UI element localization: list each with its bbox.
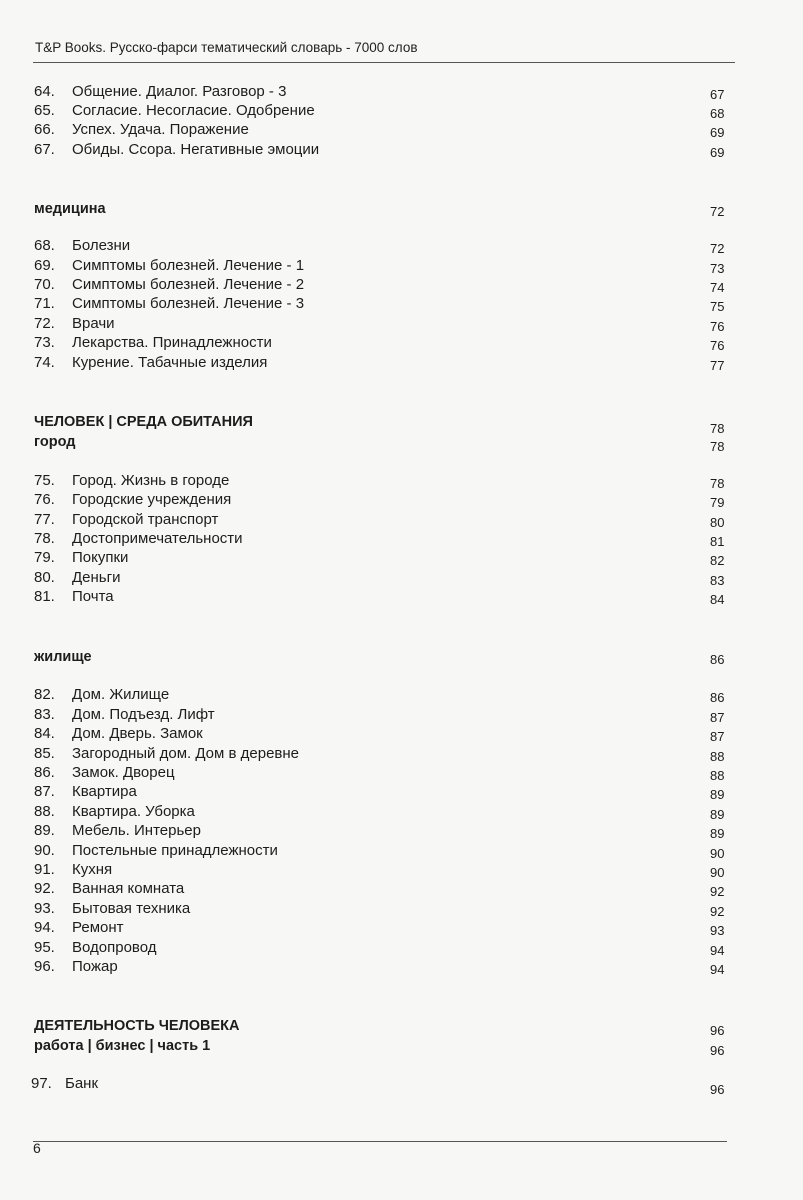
toc-entry[interactable] (0, 763, 803, 783)
toc-entry[interactable] (0, 529, 803, 549)
entry-number: 92. (34, 880, 55, 897)
section-title: город (34, 434, 76, 450)
toc-entry[interactable] (0, 744, 803, 764)
entry-title: Ремонт (72, 919, 124, 936)
toc-section-heading[interactable] (0, 432, 803, 452)
entry-title: Замок. Дворец (72, 764, 175, 781)
toc-section-heading[interactable] (0, 647, 803, 667)
entry-title: Успех. Удача. Поражение (72, 121, 249, 138)
entry-page: 80 (710, 515, 725, 530)
entry-number: 93. (34, 900, 55, 917)
entry-number: 76. (34, 491, 55, 508)
entry-title: Обиды. Ссора. Негативные эмоции (72, 141, 320, 158)
entry-page: 67 (710, 87, 725, 102)
entry-page: 92 (710, 904, 725, 919)
entry-page: 84 (710, 592, 725, 607)
entry-page: 92 (710, 884, 725, 899)
entry-page: 87 (710, 729, 725, 744)
toc-entry[interactable] (0, 101, 803, 121)
entry-title: Мебель. Интерьер (72, 822, 201, 839)
entry-number: 86. (34, 764, 55, 781)
entry-title: Бытовая техника (72, 900, 191, 917)
section-title: работа | бизнес | часть 1 (34, 1038, 211, 1054)
toc-entry[interactable] (0, 510, 803, 530)
toc-entry[interactable] (0, 490, 803, 510)
entry-title: Дом. Жилище (72, 686, 170, 703)
entry-page: 89 (710, 807, 725, 822)
toc-entry[interactable] (0, 353, 803, 373)
entry-title: Банк (65, 1075, 99, 1092)
entry-page: 76 (710, 338, 725, 353)
entry-title: Болезни (72, 237, 131, 254)
entry-number: 82. (34, 686, 55, 703)
entry-number: 64. (34, 83, 55, 100)
entry-page: 83 (710, 573, 725, 588)
toc-entry[interactable] (0, 1074, 803, 1097)
entry-number: 73. (34, 334, 55, 351)
entry-number: 77. (34, 511, 55, 528)
entry-page: 69 (710, 145, 725, 160)
entry-title: Городские учреждения (72, 491, 232, 508)
entry-title: Деньги (72, 569, 121, 586)
entry-title: Симптомы болезней. Лечение - 2 (72, 276, 305, 293)
entry-page: 81 (710, 534, 725, 549)
entry-title: Покупки (72, 549, 129, 566)
entry-title: Город. Жизнь в городе (72, 472, 230, 489)
entry-number: 91. (34, 861, 55, 878)
entry-number: 70. (34, 276, 55, 293)
entry-number: 89. (34, 822, 55, 839)
toc-entry[interactable] (0, 120, 803, 140)
toc-entry[interactable] (0, 275, 803, 295)
section-title: жилище (34, 649, 92, 665)
toc-part-heading[interactable] (0, 1016, 803, 1036)
section-page: 86 (710, 652, 725, 667)
entry-title: Врачи (72, 315, 115, 332)
section-title: медицина (34, 201, 106, 217)
entry-title: Симптомы болезней. Лечение - 1 (72, 257, 305, 274)
entry-number: 78. (34, 530, 55, 547)
entry-page: 94 (710, 962, 725, 977)
entry-title: Общение. Диалог. Разговор - 3 (72, 83, 287, 100)
toc-entry[interactable] (0, 236, 803, 256)
toc-entry[interactable] (0, 918, 803, 938)
footer-rule (33, 1141, 727, 1142)
entry-number: 74. (34, 354, 55, 371)
toc-entry[interactable] (0, 333, 803, 353)
entry-title: Загородный дом. Дом в деревне (72, 745, 300, 762)
toc-entry[interactable] (0, 548, 803, 568)
toc-entry[interactable] (0, 471, 803, 491)
entry-title: Городской транспорт (72, 511, 219, 528)
entry-title: Квартира (72, 783, 137, 800)
entry-number: 80. (34, 569, 55, 586)
entry-title: Дом. Дверь. Замок (72, 725, 203, 742)
entry-page: 88 (710, 749, 725, 764)
entry-number: 85. (34, 745, 55, 762)
toc-entry[interactable] (0, 724, 803, 744)
entry-title: Водопровод (72, 939, 157, 956)
section-page: 96 (710, 1043, 725, 1058)
entry-number: 71. (34, 295, 55, 312)
header-rule (33, 62, 735, 63)
entry-number: 94. (34, 919, 55, 936)
toc-entry[interactable] (0, 860, 803, 880)
entry-page: 86 (710, 690, 725, 705)
entry-page: 93 (710, 923, 725, 938)
entry-page: 87 (710, 710, 725, 725)
entry-title: Квартира. Уборка (72, 803, 195, 820)
entry-number: 81. (34, 588, 55, 605)
toc-entry[interactable] (0, 899, 803, 919)
toc-part-heading[interactable] (0, 412, 803, 436)
entry-page: 75 (710, 299, 725, 314)
entry-number: 67. (34, 141, 55, 158)
toc-entry[interactable] (0, 587, 803, 607)
entry-page: 72 (710, 241, 725, 256)
entry-number: 95. (34, 939, 55, 956)
toc-entry[interactable] (0, 294, 803, 314)
entry-title: Дом. Подъезд. Лифт (72, 706, 215, 723)
running-header: T&P Books. Русско-фарси тематический словарь - 7000 слов (35, 40, 418, 55)
section-page: 72 (710, 204, 725, 219)
entry-number: 66. (34, 121, 55, 138)
entry-title: Достопримечательности (72, 530, 243, 547)
section-page: 78 (710, 439, 725, 454)
entry-page: 76 (710, 319, 725, 334)
toc-entry[interactable] (0, 957, 803, 977)
entry-page: 77 (710, 358, 725, 373)
entry-number: 69. (34, 257, 55, 274)
toc-entry[interactable] (0, 82, 803, 102)
entry-title: Курение. Табачные изделия (72, 354, 268, 371)
toc-entry[interactable] (0, 140, 803, 160)
entry-number: 87. (34, 783, 55, 800)
entry-page: 78 (710, 476, 725, 491)
toc-entry[interactable] (0, 841, 803, 861)
entry-page: 82 (710, 553, 725, 568)
entry-page: 89 (710, 826, 725, 841)
toc-entry[interactable] (0, 782, 803, 802)
entry-number: 90. (34, 842, 55, 859)
entry-number: 68. (34, 237, 55, 254)
entry-number: 72. (34, 315, 55, 332)
entry-number: 79. (34, 549, 55, 566)
toc-entry[interactable] (0, 705, 803, 725)
toc-entry[interactable] (0, 938, 803, 958)
entry-page: 89 (710, 787, 725, 802)
entry-title: Лекарства. Принадлежности (72, 334, 272, 351)
section-title: ЧЕЛОВЕК | СРЕДА ОБИТАНИЯ (34, 414, 253, 430)
entry-number: 96. (34, 958, 55, 975)
page-number: 6 (33, 1140, 41, 1156)
toc-section-heading[interactable] (0, 1036, 803, 1056)
toc-section-heading[interactable] (0, 199, 803, 219)
entry-number: 88. (34, 803, 55, 820)
toc-entry[interactable] (0, 256, 803, 276)
entry-page: 88 (710, 768, 725, 783)
entry-page: 96 (710, 1082, 725, 1097)
entry-title: Пожар (72, 958, 118, 975)
entry-page: 73 (710, 261, 725, 276)
toc-entry[interactable] (0, 879, 803, 899)
entry-title: Ванная комната (72, 880, 185, 897)
toc-entry[interactable] (0, 685, 803, 705)
entry-page: 94 (710, 943, 725, 958)
entry-number: 83. (34, 706, 55, 723)
entry-title: Согласие. Несогласие. Одобрение (72, 102, 315, 119)
entry-number: 84. (34, 725, 55, 742)
entry-title: Постельные принадлежности (72, 842, 278, 859)
entry-title: Кухня (72, 861, 113, 878)
toc-entry[interactable] (0, 802, 803, 822)
entry-page: 69 (710, 125, 725, 140)
entry-page: 74 (710, 280, 725, 295)
entry-number: 97. (31, 1075, 52, 1092)
entry-number: 65. (34, 102, 55, 119)
entry-title: Симптомы болезней. Лечение - 3 (72, 295, 305, 312)
entry-number: 75. (34, 472, 55, 489)
section-page: 96 (710, 1023, 725, 1038)
toc-entry[interactable] (0, 314, 803, 334)
entry-page: 90 (710, 865, 725, 880)
entry-page: 68 (710, 106, 725, 121)
section-page: 78 (710, 421, 725, 436)
toc-entry[interactable] (0, 568, 803, 588)
toc-entry[interactable] (0, 821, 803, 841)
entry-page: 79 (710, 495, 725, 510)
entry-title: Почта (72, 588, 114, 605)
section-title: ДЕЯТЕЛЬНОСТЬ ЧЕЛОВЕКА (34, 1018, 240, 1034)
entry-page: 90 (710, 846, 725, 861)
